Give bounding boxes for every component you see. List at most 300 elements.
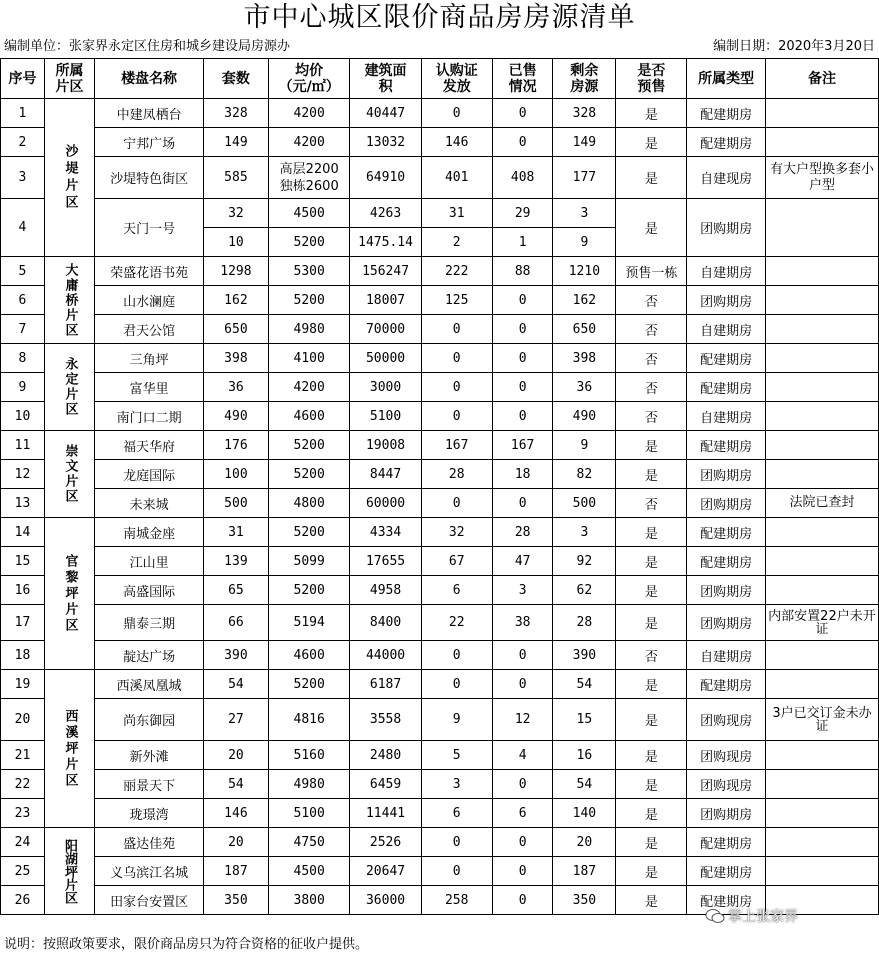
cell-remaining: 140 — [553, 799, 616, 828]
cell-type: 团购期房 — [687, 799, 765, 828]
cell-remark — [765, 828, 878, 857]
cell-units: 27 — [203, 699, 268, 741]
cell-type: 配建期房 — [687, 828, 765, 857]
region-xixiping: 西溪坪片区 — [44, 670, 94, 828]
cell-remark — [765, 128, 878, 157]
cell-units: 20 — [203, 741, 268, 770]
cell-presale: 是 — [616, 857, 687, 886]
cell-seq: 26 — [1, 886, 45, 915]
cell-sold: 0 — [492, 670, 553, 699]
cell-name: 西溪凤凰城 — [95, 670, 204, 699]
cell-sold: 408 — [492, 157, 553, 199]
cell-remark — [765, 199, 878, 257]
cell-sold: 88 — [492, 257, 553, 286]
cell-units: 187 — [203, 857, 268, 886]
cell-remark — [765, 641, 878, 670]
cell-sold: 3 — [492, 576, 553, 605]
cell-presale: 是 — [616, 576, 687, 605]
cell-name: 福天华府 — [95, 431, 204, 460]
cell-units: 390 — [203, 641, 268, 670]
cell-units: 1298 — [203, 257, 268, 286]
cell-remaining: 162 — [553, 286, 616, 315]
region-chongwen: 崇文片区 — [44, 431, 94, 518]
cell-area: 36000 — [350, 886, 421, 915]
cell-remark — [765, 799, 878, 828]
cell-remark — [765, 460, 878, 489]
cell-type: 团购现房 — [687, 699, 765, 741]
cell-units: 146 — [203, 799, 268, 828]
cell-remark — [765, 344, 878, 373]
cell-units: 32 — [203, 199, 268, 228]
cell-type: 配建期房 — [687, 518, 765, 547]
cell-sold: 47 — [492, 547, 553, 576]
cell-remark — [765, 257, 878, 286]
cell-presale: 否 — [616, 315, 687, 344]
table-row — [1, 344, 879, 373]
cell-remaining: 187 — [553, 857, 616, 886]
cell-remark — [765, 741, 878, 770]
cell-type: 配建期房 — [687, 128, 765, 157]
cell-issued: 28 — [421, 460, 492, 489]
cell-issued: 401 — [421, 157, 492, 199]
cell-issued: 0 — [421, 402, 492, 431]
cell-seq: 6 — [1, 286, 45, 315]
cell-price: 5160 — [268, 741, 350, 770]
cell-seq: 12 — [1, 460, 45, 489]
cell-presale: 是 — [616, 431, 687, 460]
cell-remaining: 62 — [553, 576, 616, 605]
cell-seq: 2 — [1, 128, 45, 157]
cell-price: 高层2200 独栋2600 — [268, 157, 350, 199]
cell-seq: 23 — [1, 799, 45, 828]
cell-name: 三角坪 — [95, 344, 204, 373]
cell-presale: 是 — [616, 605, 687, 641]
cell-area: 3000 — [350, 373, 421, 402]
table-row — [1, 799, 879, 828]
cell-remark — [765, 518, 878, 547]
cell-units: 149 — [203, 128, 268, 157]
compile-date: 编制日期：2020年3月20日 — [713, 39, 875, 54]
cell-issued: 0 — [421, 489, 492, 518]
cell-type: 配建期房 — [687, 373, 765, 402]
cell-remaining: 328 — [553, 99, 616, 128]
cell-remaining: 16 — [553, 741, 616, 770]
cell-sold: 0 — [492, 402, 553, 431]
cell-name: 荣盛花语书苑 — [95, 257, 204, 286]
cell-presale: 是 — [616, 518, 687, 547]
cell-type: 团购期房 — [687, 286, 765, 315]
cell-area: 4958 — [350, 576, 421, 605]
cell-remark: 有大户型换多套小户型 — [765, 157, 878, 199]
cell-area: 1475.14 — [350, 228, 421, 257]
cell-area: 4334 — [350, 518, 421, 547]
cell-area: 2480 — [350, 741, 421, 770]
cell-presale: 是 — [616, 157, 687, 199]
cell-issued: 2 — [421, 228, 492, 257]
cell-seq: 5 — [1, 257, 45, 286]
cell-remaining: 3 — [553, 199, 616, 228]
cell-presale: 是 — [616, 886, 687, 915]
cell-units: 100 — [203, 460, 268, 489]
cell-sold: 0 — [492, 641, 553, 670]
cell-units: 66 — [203, 605, 268, 641]
cell-name: 靛达广场 — [95, 641, 204, 670]
cell-price: 4500 — [268, 857, 350, 886]
header-remark: 备注 — [765, 59, 878, 99]
cell-name: 珑璟湾 — [95, 799, 204, 828]
cell-name: 沙堤特色街区 — [95, 157, 204, 199]
cell-issued: 22 — [421, 605, 492, 641]
header-presale: 是否 预售 — [616, 59, 687, 99]
cell-type: 自建期房 — [687, 257, 765, 286]
cell-price: 5200 — [268, 460, 350, 489]
table-row — [1, 699, 879, 741]
cell-issued: 0 — [421, 373, 492, 402]
header-name: 楼盘名称 — [95, 59, 204, 99]
header-issued: 认购证 发放 — [421, 59, 492, 99]
header-remaining: 剩余 房源 — [553, 59, 616, 99]
cell-units: 54 — [203, 770, 268, 799]
cell-seq: 9 — [1, 373, 45, 402]
cell-price: 4200 — [268, 373, 350, 402]
cell-issued: 31 — [421, 199, 492, 228]
cell-sold: 167 — [492, 431, 553, 460]
cell-presale: 否 — [616, 344, 687, 373]
cell-units: 176 — [203, 431, 268, 460]
cell-issued: 0 — [421, 828, 492, 857]
cell-presale: 否 — [616, 286, 687, 315]
cell-price: 4980 — [268, 315, 350, 344]
cell-price: 5300 — [268, 257, 350, 286]
cell-units: 650 — [203, 315, 268, 344]
cell-sold: 38 — [492, 605, 553, 641]
cell-name: 田家台安置区 — [95, 886, 204, 915]
table-row — [1, 828, 879, 857]
cell-issued: 6 — [421, 799, 492, 828]
cell-name: 尚东御园 — [95, 699, 204, 741]
footer-note: 说明：按照政策要求，限价商品房只为符合资格的征收户提供。 — [4, 937, 369, 952]
cell-seq: 8 — [1, 344, 45, 373]
cell-seq: 25 — [1, 857, 45, 886]
cell-remaining: 36 — [553, 373, 616, 402]
table-row — [1, 489, 879, 518]
cell-issued: 0 — [421, 315, 492, 344]
cell-units: 585 — [203, 157, 268, 199]
cell-units: 490 — [203, 402, 268, 431]
cell-remark — [765, 286, 878, 315]
region-shadi: 沙堤片区 — [44, 99, 94, 257]
watermark — [705, 905, 798, 927]
cell-presale: 是 — [616, 770, 687, 799]
cell-price: 4200 — [268, 99, 350, 128]
cell-remark — [765, 857, 878, 886]
cell-remark — [765, 402, 878, 431]
cell-area: 40447 — [350, 99, 421, 128]
cell-presale: 是 — [616, 699, 687, 741]
cell-units: 10 — [203, 228, 268, 257]
cell-remaining: 490 — [553, 402, 616, 431]
cell-type: 配建期房 — [687, 670, 765, 699]
cell-issued: 0 — [421, 641, 492, 670]
table-row — [1, 641, 879, 670]
cell-remark: 法院已查封 — [765, 489, 878, 518]
cell-issued: 222 — [421, 257, 492, 286]
cell-area: 4263 — [350, 199, 421, 228]
cell-price: 5200 — [268, 286, 350, 315]
table-row — [1, 431, 879, 460]
cell-remark — [765, 431, 878, 460]
cell-sold: 0 — [492, 99, 553, 128]
cell-seq: 3 — [1, 157, 45, 199]
cell-remark — [765, 547, 878, 576]
cell-sold: 0 — [492, 373, 553, 402]
cell-price: 5200 — [268, 518, 350, 547]
cell-price: 4800 — [268, 489, 350, 518]
cell-area: 2526 — [350, 828, 421, 857]
cell-remark — [765, 315, 878, 344]
cell-units: 162 — [203, 286, 268, 315]
cell-units: 350 — [203, 886, 268, 915]
header-type: 所属类型 — [687, 59, 765, 99]
cell-sold: 0 — [492, 344, 553, 373]
cell-remaining: 9 — [553, 228, 616, 257]
table-row — [1, 857, 879, 886]
cell-price: 4600 — [268, 641, 350, 670]
cell-seq: 19 — [1, 670, 45, 699]
header-seq: 序号 — [1, 59, 45, 99]
cell-sold: 0 — [492, 286, 553, 315]
cell-presale: 是 — [616, 670, 687, 699]
cell-price: 4600 — [268, 402, 350, 431]
cell-issued: 167 — [421, 431, 492, 460]
cell-area: 17655 — [350, 547, 421, 576]
cell-presale: 是 — [616, 99, 687, 128]
wechat-icon — [705, 908, 725, 924]
cell-name: 鼎泰三期 — [95, 605, 204, 641]
cell-remark — [765, 99, 878, 128]
cell-name: 中建凤栖台 — [95, 99, 204, 128]
cell-units: 65 — [203, 576, 268, 605]
cell-type: 自建期房 — [687, 315, 765, 344]
cell-area: 44000 — [350, 641, 421, 670]
cell-area: 13032 — [350, 128, 421, 157]
header-row — [1, 59, 879, 99]
table-row — [1, 315, 879, 344]
cell-remaining: 650 — [553, 315, 616, 344]
table-row — [1, 128, 879, 157]
cell-units: 54 — [203, 670, 268, 699]
region-guanliping: 官黎坪片区 — [44, 518, 94, 670]
cell-presale: 是 — [616, 199, 687, 257]
cell-area: 19008 — [350, 431, 421, 460]
cell-name: 盛达佳苑 — [95, 828, 204, 857]
table-row — [1, 670, 879, 699]
housing-table — [0, 58, 879, 915]
page-title: 市中心城区限价商品房房源清单 — [243, 2, 636, 33]
cell-type: 配建期房 — [687, 547, 765, 576]
cell-remaining: 350 — [553, 886, 616, 915]
cell-name: 江山里 — [95, 547, 204, 576]
cell-sold: 0 — [492, 770, 553, 799]
meta-bar — [0, 36, 879, 58]
cell-issued: 0 — [421, 857, 492, 886]
cell-presale: 是 — [616, 128, 687, 157]
cell-name: 天门一号 — [95, 199, 204, 257]
cell-remaining: 1210 — [553, 257, 616, 286]
cell-name: 君天公馆 — [95, 315, 204, 344]
cell-issued: 9 — [421, 699, 492, 741]
cell-type: 配建期房 — [687, 99, 765, 128]
cell-presale: 否 — [616, 489, 687, 518]
cell-remark — [765, 576, 878, 605]
cell-units: 139 — [203, 547, 268, 576]
cell-type: 团购期房 — [687, 199, 765, 257]
cell-remaining: 82 — [553, 460, 616, 489]
cell-seq: 20 — [1, 699, 45, 741]
cell-type: 配建期房 — [687, 886, 765, 915]
cell-area: 3558 — [350, 699, 421, 741]
cell-area: 20647 — [350, 857, 421, 886]
cell-presale: 否 — [616, 641, 687, 670]
table-row — [1, 199, 879, 228]
cell-name: 山水澜庭 — [95, 286, 204, 315]
cell-presale: 否 — [616, 402, 687, 431]
table-row — [1, 257, 879, 286]
table-row — [1, 547, 879, 576]
table-row — [1, 576, 879, 605]
cell-area: 70000 — [350, 315, 421, 344]
cell-remaining: 54 — [553, 670, 616, 699]
cell-name: 义乌滨江名城 — [95, 857, 204, 886]
cell-remaining: 15 — [553, 699, 616, 741]
cell-issued: 0 — [421, 344, 492, 373]
cell-name: 龙庭国际 — [95, 460, 204, 489]
cell-presale: 预售一栋 — [616, 257, 687, 286]
cell-type: 团购现房 — [687, 770, 765, 799]
cell-remaining: 390 — [553, 641, 616, 670]
cell-area: 8400 — [350, 605, 421, 641]
cell-units: 398 — [203, 344, 268, 373]
cell-remaining: 54 — [553, 770, 616, 799]
cell-price: 4980 — [268, 770, 350, 799]
cell-remaining: 9 — [553, 431, 616, 460]
cell-seq: 21 — [1, 741, 45, 770]
region-yongding: 永定片区 — [44, 344, 94, 431]
cell-issued: 67 — [421, 547, 492, 576]
compiler-unit: 编制单位：张家界永定区住房和城乡建设局房源办 — [4, 39, 291, 54]
header-price: 均价 （元/㎡） — [268, 59, 350, 99]
cell-type: 团购现房 — [687, 741, 765, 770]
table-row — [1, 373, 879, 402]
cell-seq: 10 — [1, 402, 45, 431]
cell-units: 20 — [203, 828, 268, 857]
cell-sold: 12 — [492, 699, 553, 741]
table-row — [1, 605, 879, 641]
cell-seq: 17 — [1, 605, 45, 641]
cell-presale: 是 — [616, 799, 687, 828]
cell-sold: 0 — [492, 489, 553, 518]
cell-seq: 22 — [1, 770, 45, 799]
cell-remark — [765, 770, 878, 799]
cell-price: 5099 — [268, 547, 350, 576]
table-row — [1, 99, 879, 128]
cell-issued: 146 — [421, 128, 492, 157]
cell-name: 未来城 — [95, 489, 204, 518]
cell-type: 配建期房 — [687, 431, 765, 460]
table-row — [1, 460, 879, 489]
cell-sold: 0 — [492, 828, 553, 857]
cell-price: 5194 — [268, 605, 350, 641]
cell-area: 11441 — [350, 799, 421, 828]
cell-seq: 16 — [1, 576, 45, 605]
cell-remaining: 149 — [553, 128, 616, 157]
cell-units: 500 — [203, 489, 268, 518]
cell-issued: 125 — [421, 286, 492, 315]
cell-presale: 否 — [616, 373, 687, 402]
cell-type: 团购期房 — [687, 460, 765, 489]
header-units: 套数 — [203, 59, 268, 99]
cell-price: 5200 — [268, 431, 350, 460]
cell-issued: 0 — [421, 670, 492, 699]
cell-seq: 7 — [1, 315, 45, 344]
cell-issued: 32 — [421, 518, 492, 547]
cell-units: 328 — [203, 99, 268, 128]
table-row — [1, 741, 879, 770]
cell-name: 新外滩 — [95, 741, 204, 770]
header-region: 所属 片区 — [44, 59, 94, 99]
cell-remaining: 398 — [553, 344, 616, 373]
cell-sold: 29 — [492, 199, 553, 228]
table-row — [1, 402, 879, 431]
cell-remaining: 20 — [553, 828, 616, 857]
cell-issued: 3 — [421, 770, 492, 799]
cell-name: 南门口二期 — [95, 402, 204, 431]
cell-price: 4816 — [268, 699, 350, 741]
cell-seq: 13 — [1, 489, 45, 518]
cell-sold: 28 — [492, 518, 553, 547]
cell-area: 64910 — [350, 157, 421, 199]
region-dayongqiao: 大庸桥片区 — [44, 257, 94, 344]
cell-remaining: 92 — [553, 547, 616, 576]
cell-price: 4750 — [268, 828, 350, 857]
cell-price: 5200 — [268, 576, 350, 605]
cell-remark — [765, 373, 878, 402]
cell-type: 团购期房 — [687, 576, 765, 605]
cell-issued: 6 — [421, 576, 492, 605]
cell-sold: 6 — [492, 799, 553, 828]
cell-area: 6459 — [350, 770, 421, 799]
cell-units: 31 — [203, 518, 268, 547]
cell-area: 8447 — [350, 460, 421, 489]
cell-remaining: 500 — [553, 489, 616, 518]
cell-price: 5100 — [268, 799, 350, 828]
cell-area: 18007 — [350, 286, 421, 315]
cell-type: 配建期房 — [687, 857, 765, 886]
cell-name: 高盛国际 — [95, 576, 204, 605]
header-sold: 已售 情况 — [492, 59, 553, 99]
cell-remaining: 28 — [553, 605, 616, 641]
header-area: 建筑面 积 — [350, 59, 421, 99]
cell-remark: 内部安置22户未开证 — [765, 605, 878, 641]
cell-sold: 0 — [492, 857, 553, 886]
table-row — [1, 157, 879, 199]
cell-price: 5200 — [268, 228, 350, 257]
cell-area: 5100 — [350, 402, 421, 431]
cell-seq: 1 — [1, 99, 45, 128]
region-yanghuping: 阳湖坪片区 — [44, 828, 94, 915]
cell-remark — [765, 670, 878, 699]
table-row — [1, 518, 879, 547]
